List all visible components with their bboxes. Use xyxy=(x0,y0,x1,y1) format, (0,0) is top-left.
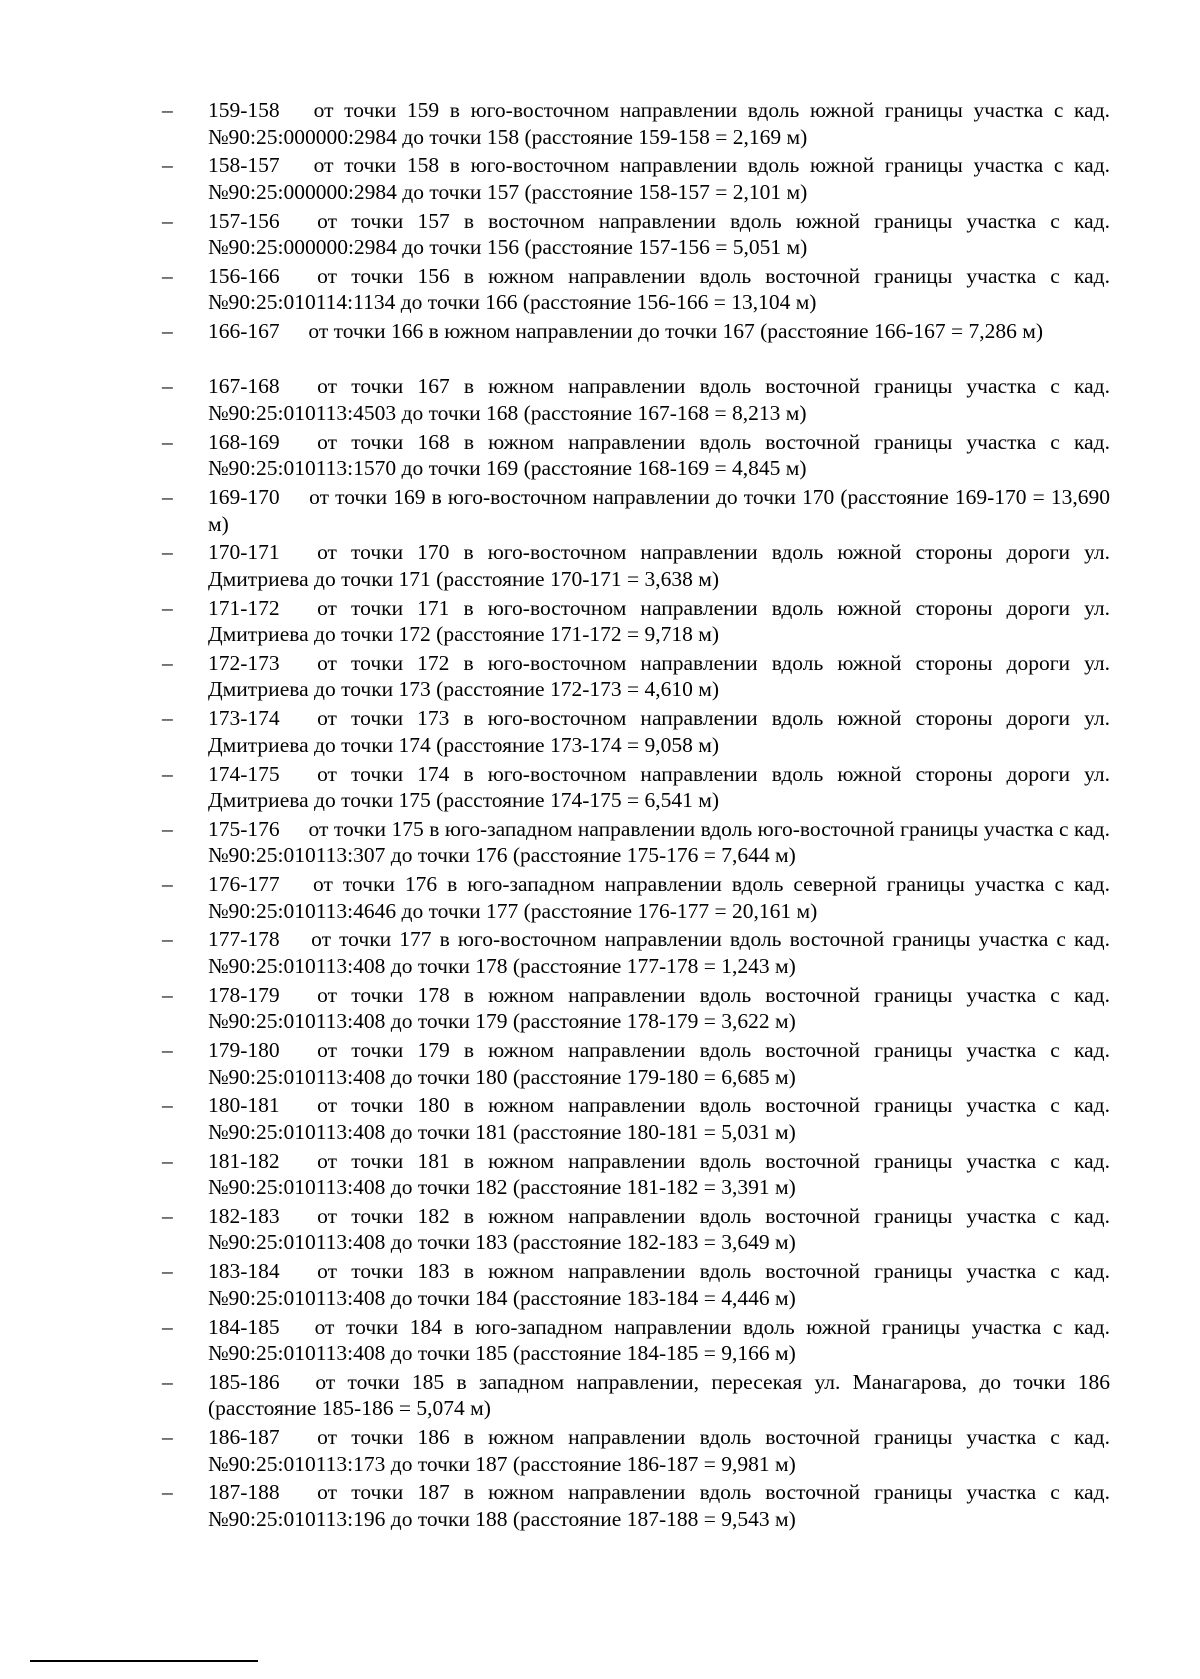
segment-description: от точки 179 в южном направлении вдоль восточной границы участка с кад. №90:25:010113:408 до точки 180 (расстояние 179-180 = 6,685 м) xyxy=(208,1038,1110,1089)
segment-description: от точки 174 в юго-восточном направлении вдоль южной стороны дороги ул. Дмитриева до точки 175 (расстояние 174-175 = 6,541 м) xyxy=(208,761,1110,813)
list-dash: – xyxy=(162,1203,173,1228)
segment-description: от точки 156 в южном направлении вдоль восточной границы участка с кад. №90:25:010114:1134 до точки 166 (расстояние 156-166 = 13,104 м) xyxy=(208,263,1110,315)
segment-code: 169-170 xyxy=(208,485,280,510)
list-item xyxy=(0,1148,1200,1203)
segment-description: от точки 186 в южном направлении вдоль восточной границы участка с кад. №90:25:010113:173 до точки 187 (расстояние 186-187 = 9,981 м) xyxy=(208,1425,1110,1476)
list-dash: – xyxy=(162,927,173,952)
list-item xyxy=(0,650,1200,705)
segment-code: 182-183 xyxy=(208,1203,280,1228)
segment-description: от точки 171 в юго-восточном направлении вдоль южной стороны дороги ул. Дмитриева до точки 172 (расстояние 171-172 = 9,718 м) xyxy=(208,595,1110,647)
segment-code: 178-179 xyxy=(208,982,280,1007)
segment-description: от точки 167 в южном направлении вдоль восточной границы участка с кад. №90:25:010113:4503 до точки 168 (расстояние 167-168 = 8,213 м) xyxy=(208,374,1110,425)
segment-code: 159-158 xyxy=(208,98,280,122)
segment-code: 168-169 xyxy=(208,429,280,454)
segment-description: от точки 172 в юго-восточном направлении вдоль южной стороны дороги ул. Дмитриева до точки 173 (расстояние 172-173 = 4,610 м) xyxy=(208,650,1110,702)
segment-description: от точки 158 в юго-восточном направлении вдоль южной границы участка с кад. №90:25:000000:2984 до точки 157 (расстояние 158-157 = 2,101 м) xyxy=(208,153,1111,204)
list-dash: – xyxy=(162,429,173,454)
list-dash: – xyxy=(162,540,173,565)
list-dash: – xyxy=(162,1314,173,1339)
list-item xyxy=(0,761,1200,816)
segment-code: 166-167 xyxy=(208,319,280,344)
list-item xyxy=(0,1314,1200,1369)
segment-description: от точки 159 в юго-восточном направлении вдоль южной границы участка с кад. №90:25:000000:2984 до точки 158 (расстояние 159-158 = 2,169 м) xyxy=(208,98,1111,149)
segment-code: 177-178 xyxy=(208,927,280,952)
segment-code: 172-173 xyxy=(208,650,280,675)
list-dash: – xyxy=(162,98,173,122)
segment-code: 185-186 xyxy=(208,1369,280,1394)
list-item xyxy=(0,1037,1200,1092)
segment-code: 179-180 xyxy=(208,1038,280,1063)
list-item xyxy=(0,263,1200,318)
list-item xyxy=(0,208,1200,263)
list-dash: – xyxy=(162,650,173,675)
segment-description: от точки 187 в южном направлении вдоль восточной границы участка с кад. №90:25:010113:196 до точки 188 (расстояние 187-188 = 9,543 м) xyxy=(208,1480,1110,1531)
list-dash: – xyxy=(162,153,173,178)
segment-description: от точки 185 в западном направлении, пересекая ул. Манагарова, до точки 186 (расстояние 185-186 = 5,074 м) xyxy=(208,1369,1110,1421)
list-item xyxy=(0,816,1200,871)
segment-code: 176-177 xyxy=(208,872,280,897)
list-dash: – xyxy=(162,263,173,288)
list-item xyxy=(0,429,1200,484)
segment-description: от точки 180 в южном направлении вдоль восточной границы участка с кад. №90:25:010113:408 до точки 181 (расстояние 180-181 = 5,031 м) xyxy=(208,1093,1110,1144)
list-item xyxy=(0,1479,1200,1534)
boundary-segment-list xyxy=(0,97,1200,1535)
list-item xyxy=(0,1369,1200,1424)
list-dash: – xyxy=(162,1148,173,1173)
segment-code: 167-168 xyxy=(208,374,280,399)
list-dash: – xyxy=(162,319,173,344)
segment-description: от точки 182 в южном направлении вдоль восточной границы участка с кад. №90:25:010113:408 до точки 183 (расстояние 182-183 = 3,649 м) xyxy=(208,1203,1110,1255)
list-dash: – xyxy=(162,1480,173,1505)
segment-description: от точки 184 в юго-западном направлении вдоль южной границы участка с кад. №90:25:010113:408 до точки 185 (расстояние 184-185 = 9,166 м) xyxy=(208,1314,1110,1366)
segment-description: от точки 177 в юго-восточном направлении вдоль восточной границы участка с кад. №90:25:010113:408 до точки 178 (расстояние 177-178 = 1,243 м) xyxy=(208,927,1110,978)
segment-code: 181-182 xyxy=(208,1148,280,1173)
list-dash: – xyxy=(162,1093,173,1118)
list-dash: – xyxy=(162,1425,173,1450)
list-item xyxy=(0,1258,1200,1313)
segment-code: 187-188 xyxy=(208,1480,280,1505)
list-dash: – xyxy=(162,982,173,1007)
list-item xyxy=(0,373,1200,428)
list-item xyxy=(0,484,1200,539)
segment-code: 183-184 xyxy=(208,1259,280,1284)
list-item xyxy=(0,705,1200,760)
list-item xyxy=(0,871,1200,926)
list-item xyxy=(0,539,1200,594)
segment-description: от точки 183 в южном направлении вдоль восточной границы участка с кад. №90:25:010113:408 до точки 184 (расстояние 183-184 = 4,446 м) xyxy=(208,1259,1110,1310)
segment-description: от точки 173 в юго-восточном направлении вдоль южной стороны дороги ул. Дмитриева до точки 174 (расстояние 173-174 = 9,058 м) xyxy=(208,706,1110,757)
list-item xyxy=(0,97,1200,152)
list-dash: – xyxy=(162,374,173,399)
list-dash: – xyxy=(162,706,173,731)
list-item xyxy=(0,1424,1200,1479)
list-item xyxy=(0,926,1200,981)
segment-code: 184-185 xyxy=(208,1314,280,1339)
segment-code: 180-181 xyxy=(208,1093,280,1118)
segment-code: 174-175 xyxy=(208,761,280,786)
segment-code: 157-156 xyxy=(208,208,280,233)
segment-code: 156-166 xyxy=(208,263,280,288)
list-item xyxy=(0,152,1200,207)
list-dash: – xyxy=(162,208,173,233)
list-item xyxy=(0,1203,1200,1258)
segment-description: от точки 175 в юго-западном направлении вдоль юго-восточной границы участка с кад. №90:25:010113:307 до точки 176 (расстояние 175-176 = 7,644 м) xyxy=(208,816,1110,868)
segment-description: от точки 157 в восточном направлении вдоль южной границы участка с кад. №90:25:000000:2984 до точки 156 (расстояние 157-156 = 5,051 м) xyxy=(208,208,1110,260)
list-dash: – xyxy=(162,761,173,786)
list-dash: – xyxy=(162,816,173,841)
segment-code: 173-174 xyxy=(208,706,280,731)
segment-description: от точки 170 в юго-восточном направлении вдоль южной стороны дороги ул. Дмитриева до точки 171 (расстояние 170-171 = 3,638 м) xyxy=(208,540,1110,591)
list-item xyxy=(0,595,1200,650)
list-dash: – xyxy=(162,1259,173,1284)
segment-code: 158-157 xyxy=(208,153,280,178)
list-dash: – xyxy=(162,1369,173,1394)
segment-code: 170-171 xyxy=(208,540,280,565)
segment-description: от точки 176 в юго-западном направлении вдоль северной границы участка с кад. №90:25:010113:4646 до точки 177 (расстояние 176-177 = 20,161 м) xyxy=(208,872,1110,923)
segment-description: от точки 181 в южном направлении вдоль восточной границы участка с кад. №90:25:010113:408 до точки 182 (расстояние 181-182 = 3,391 м) xyxy=(208,1148,1110,1200)
list-dash: – xyxy=(162,1038,173,1063)
segment-code: 186-187 xyxy=(208,1425,280,1450)
list-dash: – xyxy=(162,872,173,897)
segment-description: от точки 178 в южном направлении вдоль восточной границы участка с кад. №90:25:010113:408 до точки 179 (расстояние 178-179 = 3,622 м) xyxy=(208,982,1110,1034)
segment-description: от точки 166 в южном направлении до точки 167 (расстояние 166-167 = 7,286 м) xyxy=(308,319,1044,344)
footnote-separator xyxy=(30,1660,258,1662)
list-item xyxy=(0,318,1200,373)
segment-description: от точки 168 в южном направлении вдоль восточной границы участка с кад. №90:25:010113:1570 до точки 169 (расстояние 168-169 = 4,845 м) xyxy=(208,429,1110,481)
segment-description: от точки 169 в юго-восточном направлении до точки 170 (расстояние 169-170 = 13,690 м) xyxy=(208,485,1110,536)
list-dash: – xyxy=(162,595,173,620)
list-item xyxy=(0,982,1200,1037)
segment-code: 171-172 xyxy=(208,595,280,620)
list-item xyxy=(0,1092,1200,1147)
list-dash: – xyxy=(162,485,173,510)
segment-code: 175-176 xyxy=(208,816,280,841)
